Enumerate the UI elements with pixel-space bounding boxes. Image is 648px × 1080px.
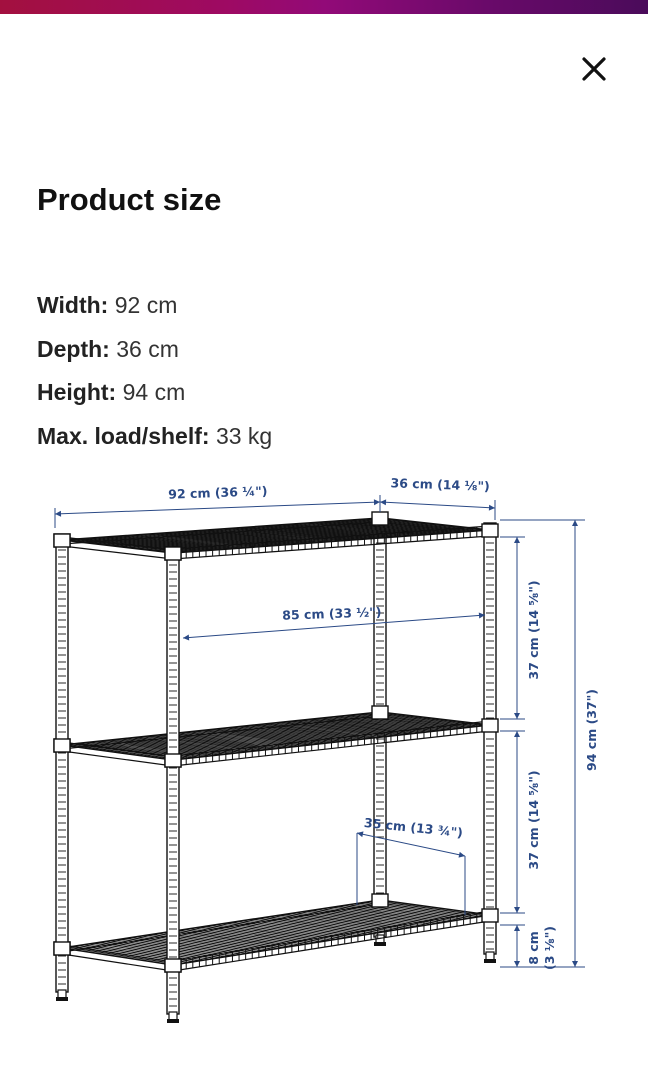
dimension-arrow — [572, 961, 578, 967]
shelf-collar — [372, 706, 388, 719]
shelf-collar — [54, 942, 70, 955]
shelf-collar — [165, 547, 181, 560]
shelf-collar — [482, 909, 498, 922]
close-button[interactable] — [574, 50, 614, 90]
dimension-arrow — [374, 499, 380, 505]
dimension-arrow — [489, 505, 495, 511]
dimension-arrow — [55, 511, 61, 517]
shelf-collar — [372, 512, 388, 525]
dimension-arrow — [357, 831, 363, 837]
shelf-post — [484, 523, 496, 954]
dimension-arrow — [572, 520, 578, 526]
post-foot — [169, 1012, 177, 1020]
dimension-arrow — [459, 852, 465, 858]
shelf-collar — [482, 719, 498, 732]
post-foot-pad — [374, 942, 386, 946]
dim-inner-width-label: 85 cm (33 ½") — [282, 604, 382, 623]
dimension-line — [55, 502, 380, 514]
spec-list — [37, 284, 272, 458]
dim-total-height-label: 94 cm (37") — [584, 689, 599, 771]
dim-inner-depth-label: 35 cm (13 ¾") — [363, 814, 464, 841]
shelf-collar — [372, 894, 388, 907]
dim-foot-height-in-label: (3 ⅛") — [542, 926, 557, 970]
dimension-arrow — [380, 499, 386, 505]
shelf-dimension-diagram — [0, 460, 648, 1060]
dim-width-label: 92 cm (36 ¼") — [168, 483, 268, 502]
spec-height: Height: 94 cm — [37, 379, 186, 405]
dimension-arrow — [514, 537, 520, 543]
post-foot-pad — [167, 1019, 179, 1023]
dim-foot-height-cm-label: 8 cm — [526, 931, 541, 965]
close-icon — [574, 50, 614, 90]
dimension-line — [380, 502, 495, 508]
dim-shelf-gap-bottom-label: 37 cm (14 ⅝") — [526, 770, 541, 870]
dimension-arrow — [183, 635, 189, 641]
post-foot — [58, 990, 66, 998]
spec-depth: Depth: 36 cm — [37, 335, 179, 362]
shelf-collar — [54, 739, 70, 752]
post-foot — [486, 952, 494, 960]
shelf-illustration — [54, 512, 498, 1023]
shelf-collar — [165, 959, 181, 972]
shelf-collar — [165, 754, 181, 767]
spec-width: Width: 92 cm — [37, 292, 178, 318]
page-title: Product size — [37, 182, 222, 217]
shelf-collar — [54, 534, 70, 547]
post-foot-pad — [484, 959, 496, 963]
dimension-arrow — [514, 907, 520, 913]
dimension-arrow — [514, 731, 520, 737]
dimension-arrow — [514, 925, 520, 931]
shelf-collar — [482, 524, 498, 537]
dimension-arrow — [514, 713, 520, 719]
brand-accent-bar — [0, 0, 648, 14]
shelf-post — [56, 537, 68, 992]
dimension-arrow — [514, 961, 520, 967]
dim-shelf-gap-top-label: 37 cm (14 ⅝") — [526, 580, 541, 680]
spec-max-load: Max. load/shelf: 33 kg — [37, 422, 273, 449]
dim-depth-label: 36 cm (14 ⅛") — [390, 475, 490, 494]
post-foot-pad — [56, 997, 68, 1001]
